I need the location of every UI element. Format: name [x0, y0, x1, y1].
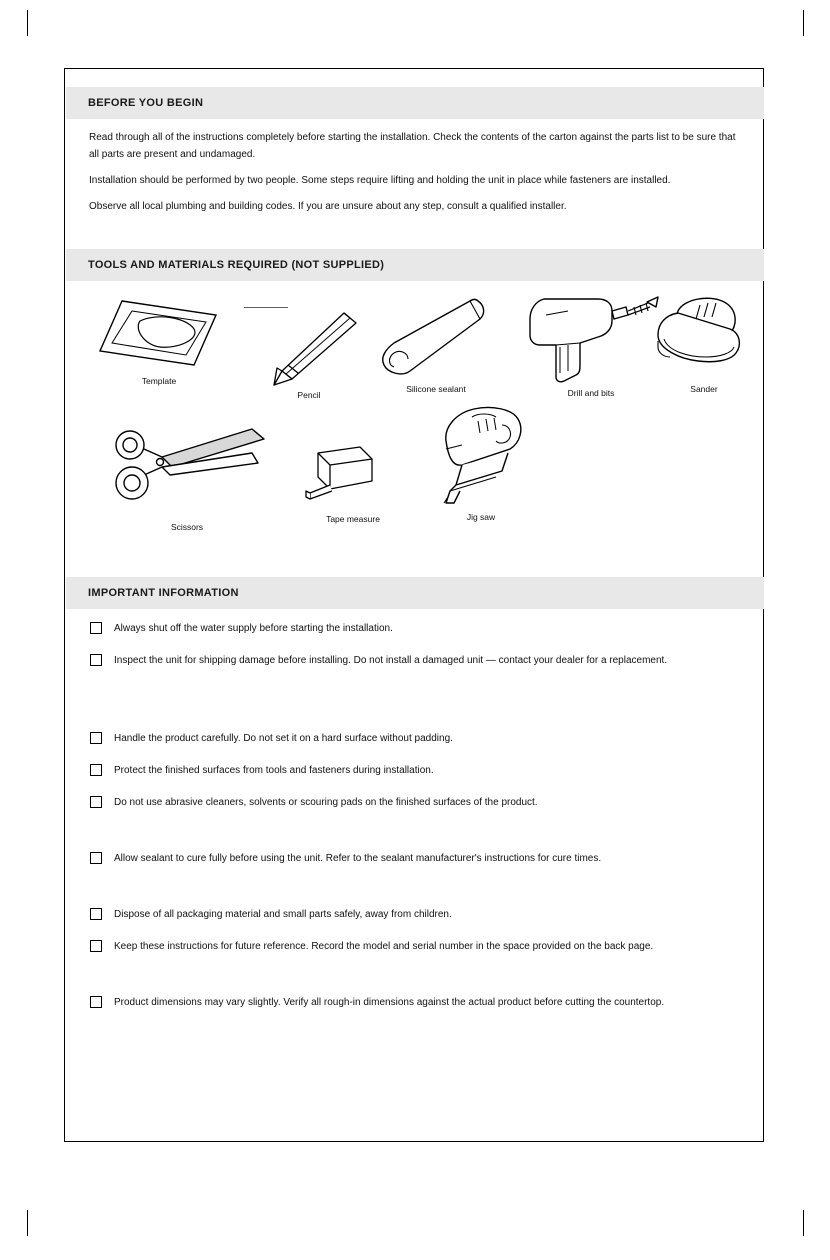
crop-mark-top-left	[18, 10, 48, 46]
list-item[interactable]	[90, 731, 740, 747]
list-item-label: Keep these instructions for future reference. Record the model and serial number in the space provided on the back page.	[114, 941, 654, 952]
tool-scissors	[102, 409, 272, 533]
intro-paragraph-1: Read through all of the instructions completely before starting the installation. Check the contents of the carton against the parts list to be sure that all parts are present and undamaged.	[89, 132, 736, 160]
checkbox[interactable]	[90, 796, 102, 808]
list-item[interactable]	[90, 653, 740, 669]
checkbox[interactable]	[90, 764, 102, 776]
pencil-icon	[244, 307, 374, 387]
orbital-sander-icon	[644, 291, 764, 381]
list-item-label: Handle the product carefully. Do not set it on a hard surface without padding.	[114, 733, 453, 744]
checkbox[interactable]	[90, 622, 102, 634]
list-item-label: Product dimensions may vary slightly. Verify all rough-in dimensions against the actual product before cutting the countertop.	[114, 997, 665, 1008]
checkbox[interactable]	[90, 996, 102, 1008]
crop-mark-bottom-left	[18, 1196, 48, 1236]
sealant-tube-icon	[366, 295, 506, 381]
tool-sander	[644, 291, 764, 395]
tool-template	[94, 293, 224, 387]
section-header-checklist	[66, 577, 764, 609]
list-item[interactable]	[90, 939, 740, 955]
checkbox[interactable]	[90, 654, 102, 666]
tool-label: Scissors	[170, 522, 204, 532]
checkbox[interactable]	[90, 940, 102, 952]
list-item-label: Dispose of all packaging material and small parts safely, away from children.	[114, 909, 452, 920]
tool-label: Sander	[690, 384, 718, 394]
tool-jigsaw	[416, 399, 546, 523]
list-item-label: Protect the finished surfaces from tools and fasteners during installation.	[114, 765, 434, 776]
tools-illustration-area	[66, 281, 764, 577]
tool-label: Jig saw	[466, 512, 496, 522]
template-icon	[94, 293, 224, 373]
checkbox[interactable]	[90, 732, 102, 744]
intro-paragraph-3: Observe all local plumbing and building codes. If you are unsure about any step, consult a qualified installer.	[89, 201, 567, 212]
list-item[interactable]	[90, 995, 740, 1011]
jigsaw-icon	[416, 399, 546, 509]
checklist-heading: IMPORTANT INFORMATION	[88, 587, 239, 599]
crop-mark-top-right	[782, 10, 812, 46]
intro-body	[89, 129, 739, 224]
checkbox[interactable]	[90, 908, 102, 920]
scissors-icon	[102, 409, 272, 519]
intro-heading: BEFORE YOU BEGIN	[88, 97, 204, 109]
list-item[interactable]	[90, 621, 740, 637]
list-item-label: Always shut off the water supply before starting the installation.	[114, 623, 393, 634]
tool-sealant	[366, 295, 506, 395]
tool-label: Drill and bits	[567, 388, 615, 398]
tool-tape-measure	[298, 441, 408, 525]
list-item[interactable]	[90, 763, 740, 779]
checkbox[interactable]	[90, 852, 102, 864]
tool-label: Pencil	[297, 390, 321, 400]
list-item[interactable]	[90, 907, 740, 923]
tool-label: Tape measure	[326, 514, 380, 524]
tools-heading: TOOLS AND MATERIALS REQUIRED (NOT SUPPLIED)	[88, 259, 385, 271]
section-header-intro	[66, 87, 764, 119]
list-item-label: Do not use abrasive cleaners, solvents or scouring pads on the finished surfaces of the product.	[114, 797, 538, 808]
tool-label: Silicone sealant	[406, 384, 466, 394]
tool-label: Template	[141, 376, 177, 386]
list-item-label: Inspect the unit for shipping damage before installing. Do not install a damaged unit — contact your dealer for a replacement.	[114, 655, 668, 666]
tool-pencil	[244, 307, 374, 401]
page-frame	[64, 68, 764, 1142]
intro-paragraph-2: Installation should be performed by two people. Some steps require lifting and holding the unit in place while fasteners are installed.	[89, 175, 671, 186]
crop-mark-bottom-right	[782, 1196, 812, 1236]
tape-measure-icon	[298, 441, 408, 511]
list-item[interactable]	[90, 795, 740, 811]
list-item-label: Allow sealant to cure fully before using the unit. Refer to the sealant manufacturer's instructions for cure times.	[114, 853, 602, 864]
checklist	[66, 609, 764, 1141]
list-item[interactable]	[90, 851, 740, 867]
section-header-tools	[66, 249, 764, 281]
